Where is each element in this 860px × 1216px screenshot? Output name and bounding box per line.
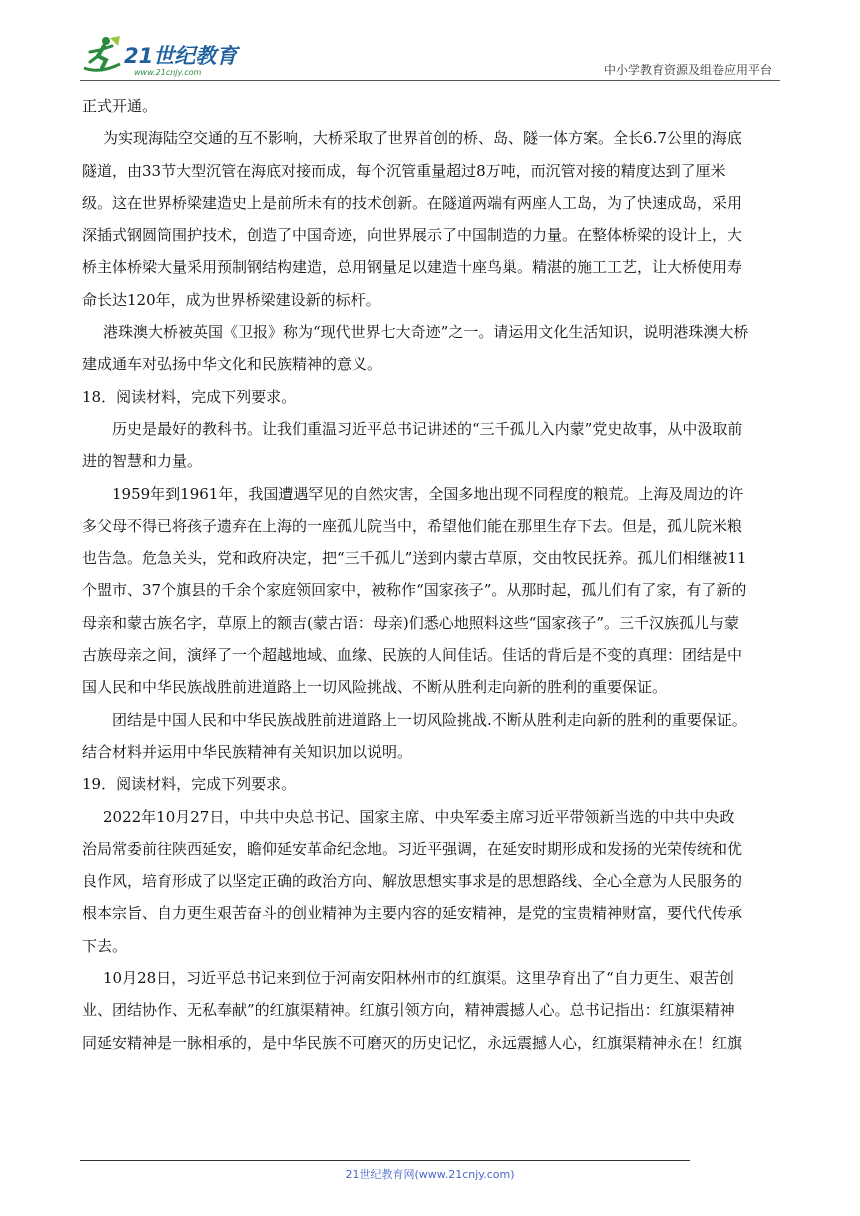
text-line: 10月28日，习近平总书记来到位于河南安阳林州市的红旗渠。这里孕育出了“自力更生、艰苦创 bbox=[103, 969, 734, 988]
text-line: 业、团结协作、无私奉献”的红旗渠精神。红旗引领方向，精神震撼人心。总书记指出：红旗渠精神 bbox=[82, 1001, 735, 1020]
footer-text: 21世纪教育网(www.21cnjy.com) bbox=[345, 1168, 515, 1181]
text-line: 建成通车对弘扬中华文化和民族精神的意义。 bbox=[82, 355, 383, 374]
text-line: 1959年到1961年，我国遭遇罕见的自然灾害，全国多地出现不同程度的粮荒。上海及周边的许 bbox=[112, 484, 744, 503]
text-line: 2022年10月27日，中共中央总书记、国家主席、中央军委主席习近平带领新当选的中共中央政 bbox=[103, 807, 735, 826]
text-line: 深插式钢圆筒围护技术，创造了中国奇迹，向世界展示了中国制造的力量。在整体桥梁的设计上，大 bbox=[82, 226, 743, 245]
text-line: 多父母不得已将孩子遗弃在上海的一座孤儿院当中，希望他们能在那里生存下去。但是，孤儿院米粮 bbox=[82, 516, 743, 535]
text-line: 桥主体桥梁大量采用预制钢结构建造，总用钢量足以建造十座鸟巢。精湛的施工工艺，让大桥使用寿 bbox=[82, 258, 743, 277]
text-line: 良作风，培育形成了以坚定正确的政治方向、解放思想实事求是的思想路线、全心全意为人民服务的 bbox=[82, 872, 743, 891]
text-line: 个盟市、37个旗县的千余个家庭领回家中，被称作“国家孩子”。从那时起，孤儿们有了家，有了新的 bbox=[82, 581, 747, 600]
text-line: 18．阅读材料，完成下列要求。 bbox=[82, 387, 297, 406]
text-line: 港珠澳大桥被英国《卫报》称为“现代世界七大奇迹”之一。请运用文化生活知识，说明港珠澳大桥 bbox=[103, 323, 749, 342]
text-line: 古族母亲之间，演绎了一个超越地域、血缘、民族的人间佳话。佳话的背后是不变的真理：团结是中 bbox=[82, 646, 743, 665]
platform-title: 中小学教育资源及组卷应用平台 bbox=[603, 63, 772, 77]
logo-url: www.21cnjy.com bbox=[134, 68, 202, 77]
text-line: 级。这在世界桥梁建造史上是前所未有的技术创新。在隧道两端有两座人工岛，为了快速成岛，采用 bbox=[82, 193, 743, 212]
text-line: 母亲和蒙古族名字，草原上的额吉(蒙古语：母亲)们悉心地照料这些“国家孩子”。三千汉族孤儿与蒙 bbox=[82, 613, 740, 632]
text-line: 进的智慧和力量。 bbox=[82, 452, 203, 471]
text-line: 下去。 bbox=[82, 936, 128, 955]
text-line: 命长达120年，成为世界桥梁建设新的标杆。 bbox=[82, 290, 381, 309]
text-line: 治局常委前往陕西延安，瞻仰延安革命纪念地。习近平强调，在延安时期形成和发扬的光荣传统和优 bbox=[82, 839, 743, 858]
logo-text: 21世纪教育 bbox=[124, 44, 238, 68]
text-line: 隧道，由33节大型沉管在海底对接而成，每个沉管重量超过8万吨，而沉管对接的精度达到了厘米 bbox=[82, 161, 726, 180]
text-line: 团结是中国人民和中华民族战胜前进道路上一切风险挑战.不断从胜利走向新的胜利的重要保证。 bbox=[112, 710, 747, 729]
header-divider bbox=[80, 80, 780, 81]
text-line: 为实现海陆空交通的互不影响，大桥采取了世界首创的桥、岛、隧一体方案。全长6.7公里的海底 bbox=[103, 129, 742, 148]
text-line: 正式开通。 bbox=[82, 97, 158, 115]
logo bbox=[80, 34, 250, 78]
text-line: 同延安精神是一脉相承的，是中华民族不可磨灭的历史记忆，永远震撼人心，红旗渠精神永在！红旗 bbox=[82, 1033, 743, 1052]
text-line: 结合材料并运用中华民族精神有关知识加以说明。 bbox=[82, 742, 413, 761]
document-body bbox=[82, 90, 778, 1059]
footer-divider bbox=[80, 1160, 690, 1161]
text-line: 也告急。危急关头，党和政府决定，把“三千孤儿”送到内蒙古草原，交由牧民抚养。孤儿们相继被11 bbox=[82, 549, 747, 568]
page-header bbox=[80, 28, 780, 84]
runner-icon bbox=[80, 34, 124, 78]
text-line: 历史是最好的教科书。让我们重温习近平总书记讲述的“三千孤儿入内蒙”党史故事，从中汲取前 bbox=[112, 419, 743, 438]
text-line: 国人民和中华民族战胜前进道路上一切风险挑战、不断从胜利走向新的胜利的重要保证。 bbox=[82, 678, 668, 697]
text-line: 19．阅读材料，完成下列要求。 bbox=[82, 775, 297, 794]
text-line: 根本宗旨、自力更生艰苦奋斗的创业精神为主要内容的延安精神，是党的宝贵精神财富，要代代传承 bbox=[82, 904, 743, 923]
